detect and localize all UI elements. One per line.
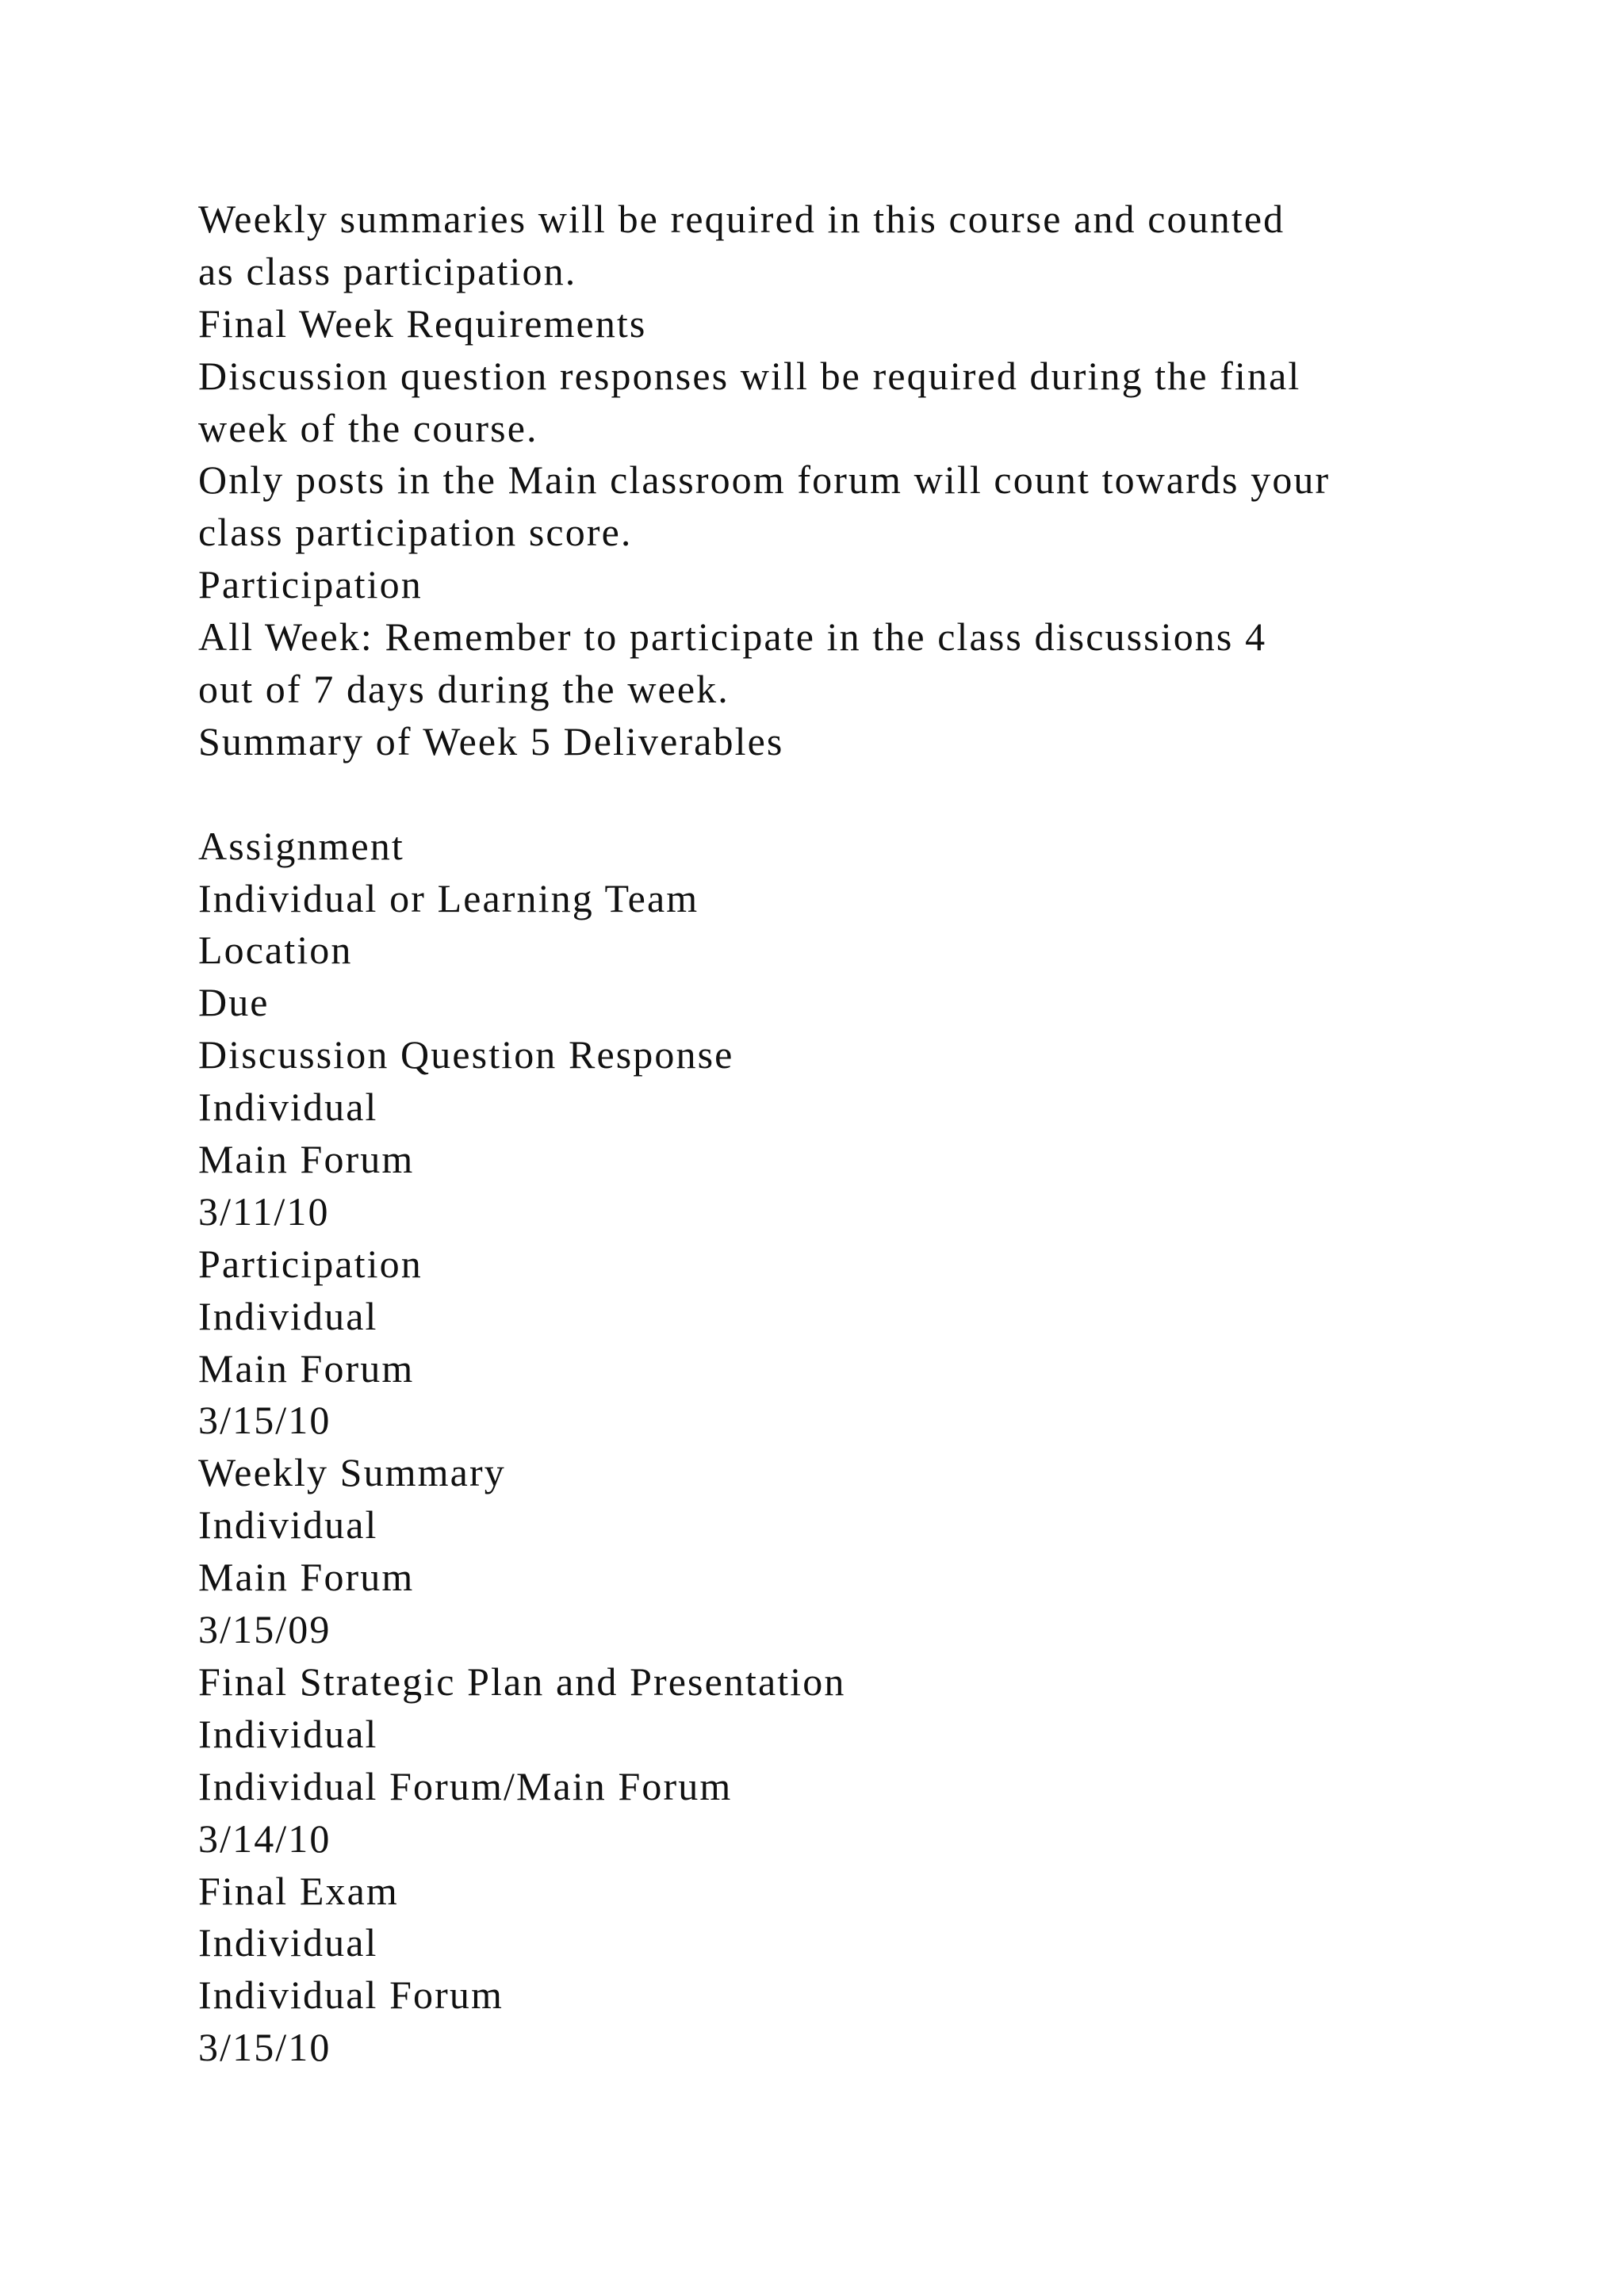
table-cell: Final Strategic Plan and Presentation — [198, 1659, 846, 1704]
table-cell: Final Exam — [198, 1868, 399, 1913]
table-cell: 3/15/10 — [198, 2025, 331, 2070]
text-line: Weekly summaries will be required in this course and counted — [198, 197, 1285, 241]
section-heading: Participation — [198, 562, 423, 607]
table-cell: Weekly Summary — [198, 1450, 506, 1495]
text-line: week of the course. — [198, 405, 538, 450]
text-line: Only posts in the Main classroom forum will count towards your — [198, 457, 1331, 503]
table-header-cell: Assignment — [198, 823, 404, 868]
table-cell: Main Forum — [198, 1137, 415, 1182]
table-cell: Participation — [198, 1241, 423, 1286]
table-cell: Individual — [198, 1920, 378, 1965]
table-cell: Individual — [198, 1711, 378, 1756]
table-cell: 3/11/10 — [198, 1188, 330, 1234]
text-line: out of 7 days during the week. — [198, 667, 730, 712]
text-line: as class participation. — [198, 248, 577, 293]
table-header-cell: Individual or Learning Team — [198, 875, 699, 920]
table-cell: Individual — [198, 1502, 378, 1548]
text-line: Discussion question responses will be required during the final — [198, 353, 1301, 398]
table-cell: Individual Forum/Main Forum — [198, 1763, 733, 1808]
table-cell: 3/14/10 — [198, 1816, 331, 1861]
table-cell: Discussion Question Response — [198, 1032, 734, 1077]
table-cell: 3/15/10 — [198, 1398, 331, 1443]
table-cell: Individual — [198, 1293, 378, 1338]
table-cell: Main Forum — [198, 1345, 415, 1391]
document-text — [198, 193, 1546, 2074]
table-header-cell: Location — [198, 928, 353, 973]
section-heading: Final Week Requirements — [198, 300, 647, 346]
table-cell: Main Forum — [198, 1555, 415, 1600]
table-header-cell: Due — [198, 980, 270, 1025]
blank-line — [198, 768, 1546, 821]
text-line: class participation score. — [198, 510, 633, 555]
table-cell: Individual Forum — [198, 1973, 504, 2018]
table-cell: Individual — [198, 1085, 378, 1130]
text-line: All Week: Remember to participate in the class discussions 4 — [198, 614, 1267, 660]
table-cell: 3/15/09 — [198, 1607, 331, 1652]
section-heading: Summary of Week 5 Deliverables — [198, 718, 784, 763]
